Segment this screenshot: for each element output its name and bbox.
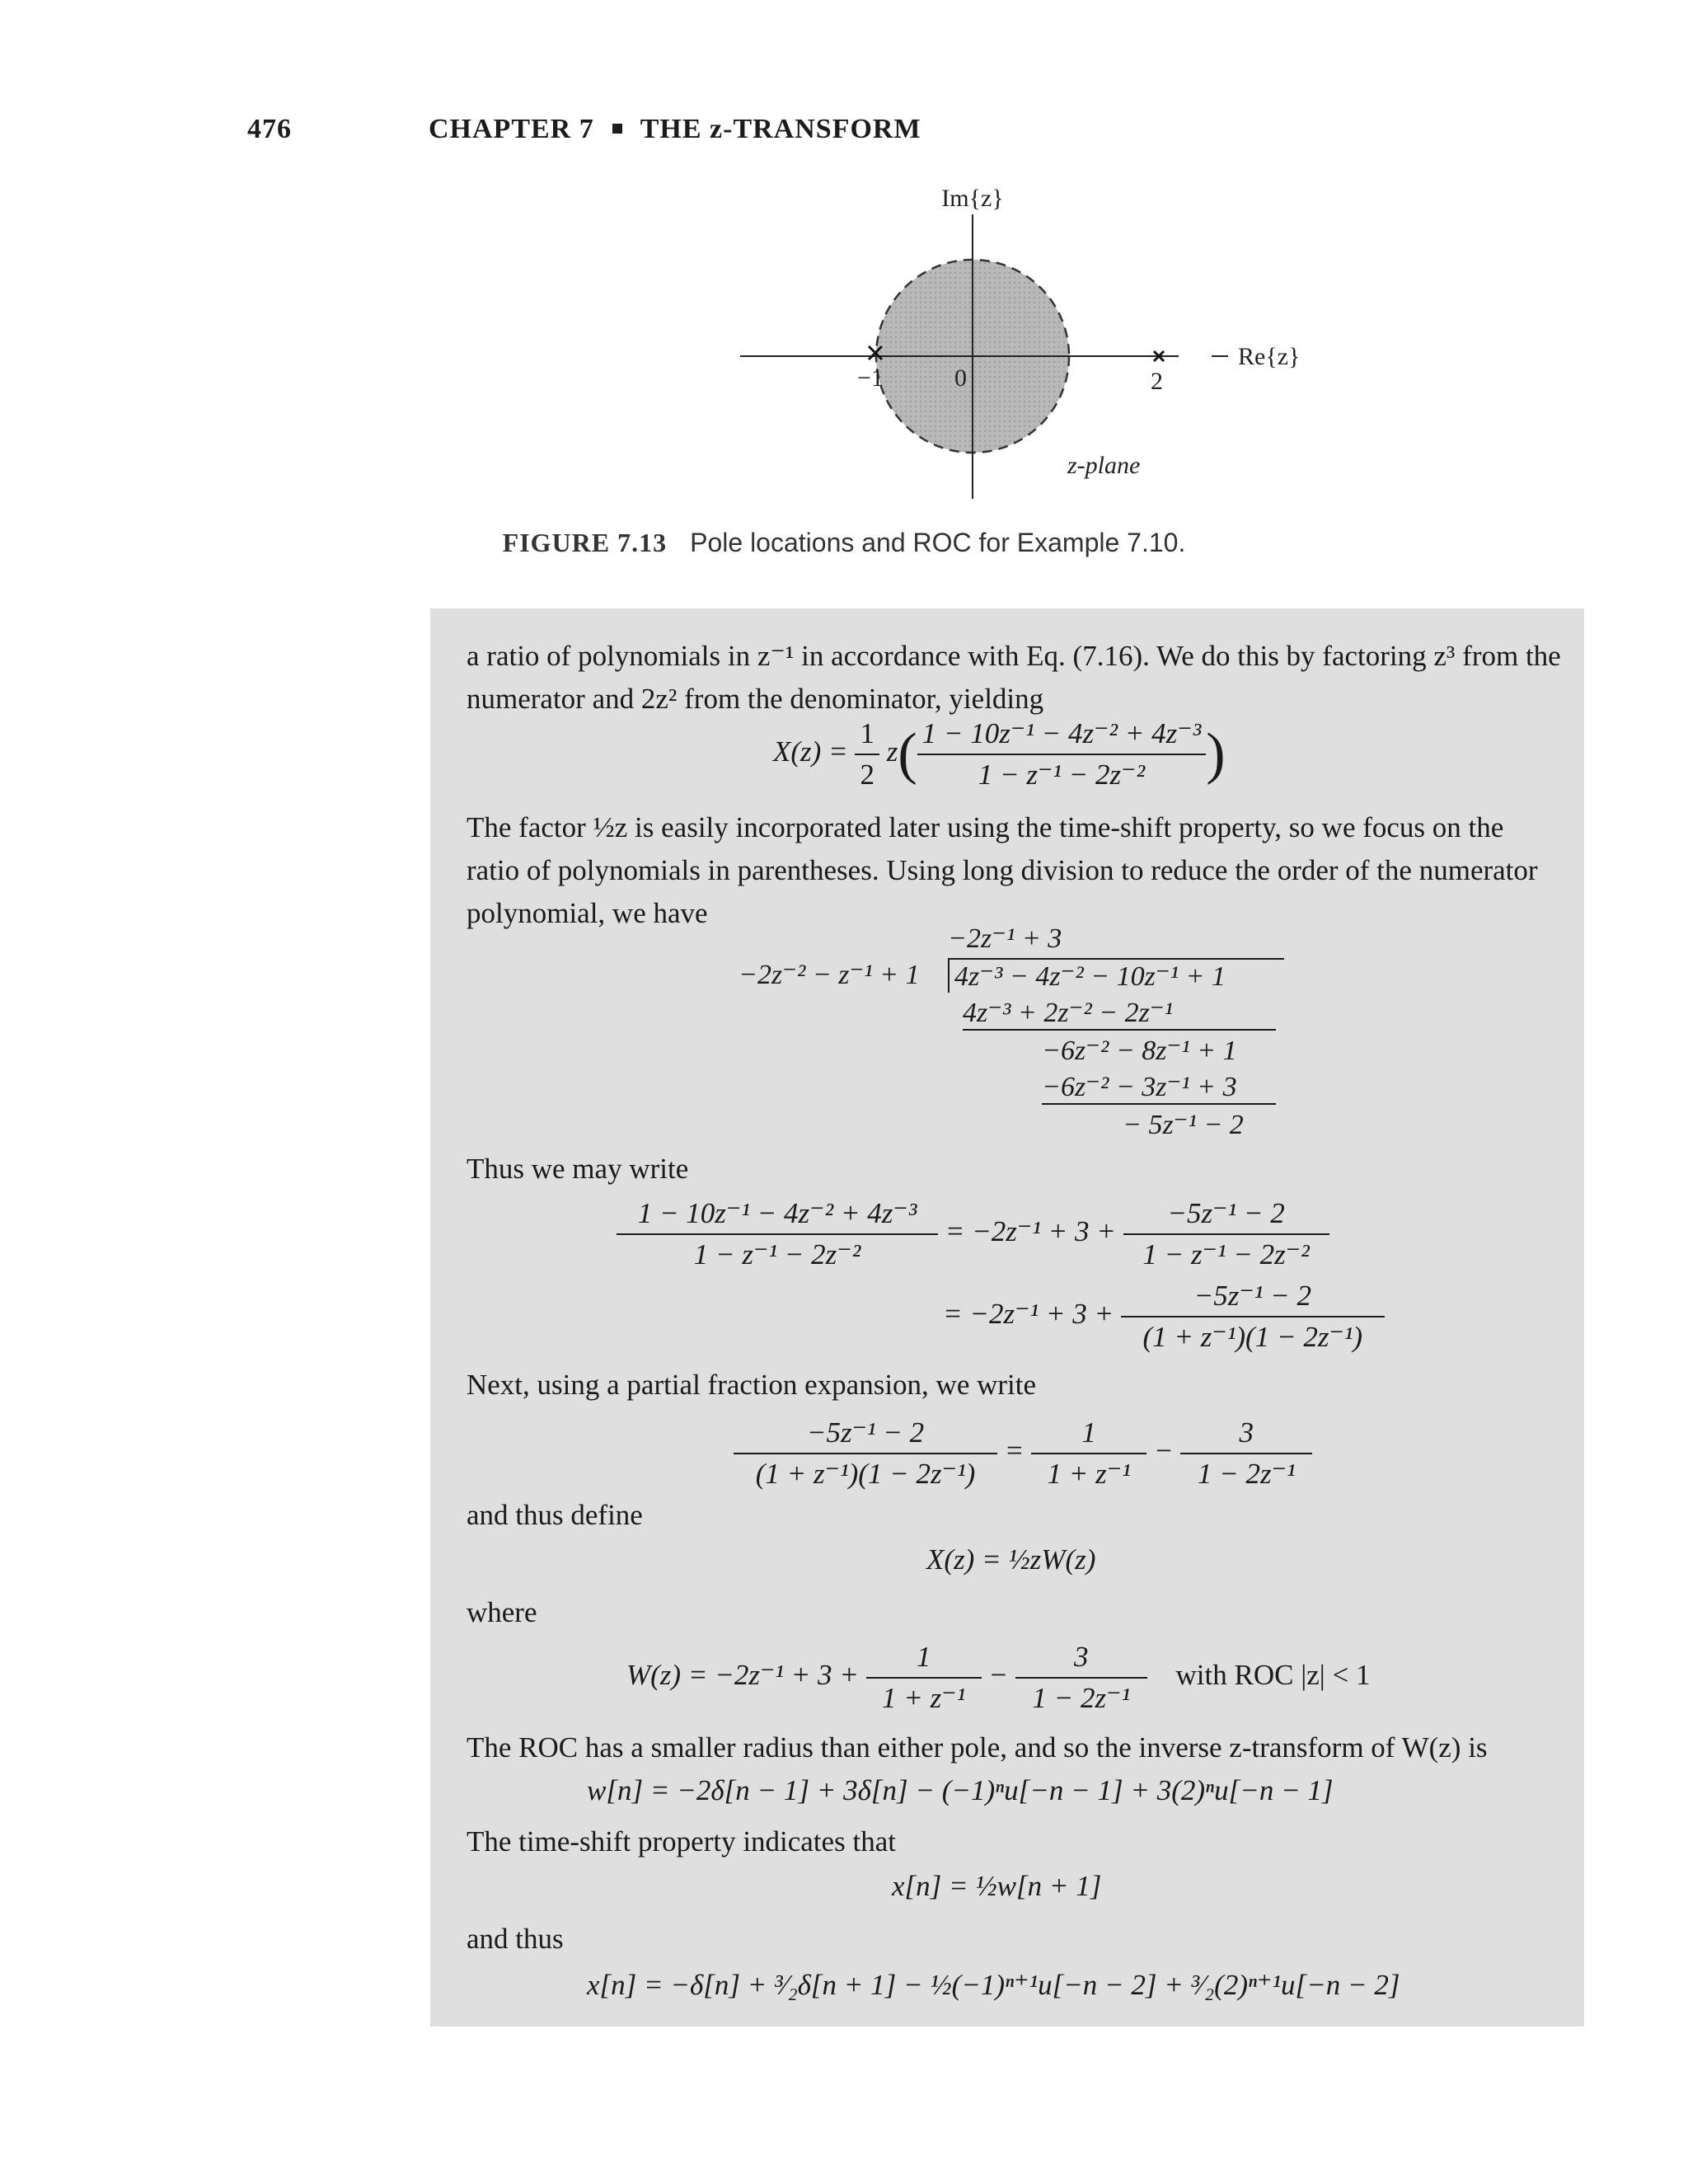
paragraph-define: and thus define (467, 1499, 643, 1531)
equation-x-of-z: X(z) = $\frac{1}{2}$ z( $\frac{\text{1 − 10z⁻¹ − 4z⁻² + 4z⁻³}}{\text{1 − z⁻¹ − 2z⁻²}}$ ) (773, 717, 1226, 791)
running-header (247, 114, 921, 145)
chapter-title: THE z-TRANSFORM (640, 114, 921, 144)
paragraph-where: where (467, 1596, 537, 1628)
paragraph-ratio: a ratio of polynomials in z⁻¹ in accordance with Eq. (7.16). We do this by factoring z³ from the numerator and 2z² from the denominator, yielding (467, 640, 1561, 715)
equation-x-w-relation: X(z) = ½zW(z) (926, 1543, 1096, 1576)
real-axis-label: Re{z} (1238, 343, 1301, 370)
paragraph-time-shift: The factor ½z is easily incorporated later using the time-shift property, so we focus on the ratio of polynomials in parentheses. Using long division to reduce the order of the numerator polynomial, we have (467, 811, 1538, 929)
long-division-divisor: −2z⁻² − z⁻¹ + 1 (738, 960, 920, 990)
caption-text: Pole locations and ROC for Example 7.10. (690, 528, 1186, 557)
paragraph-partial-fraction: Next, using a partial fraction expansion, we write (467, 1369, 1037, 1401)
figure-caption (0, 528, 1688, 558)
equation-w-of-n: w[n] = −2δ[n − 1] + 3δ[n] − (−1)ⁿu[−n − 1] + 3(2)ⁿu[−n − 1] (587, 1774, 1334, 1806)
chapter-label: CHAPTER 7 (429, 114, 594, 144)
paragraph-and-thus: and thus (467, 1923, 564, 1955)
equation-x-of-n-final: x[n] = −δ[n] + ³⁄₂δ[n + 1] − ½(−1)ⁿ⁺¹u[−n − 2] + ³⁄₂(2)ⁿ⁺¹u[−n − 2] (587, 1969, 1400, 2001)
equation-partial-fraction: $\frac{\text{−5z⁻¹ − 2}}{\text{(1 + z⁻¹)(1 − 2z⁻¹)}}$ = $\frac{1}{\text{1 + z⁻¹}}$ − $\frac{3}{\text{1 − 2z⁻¹}}$ (734, 1416, 1312, 1491)
long-division-row2: −6z⁻² − 8z⁻¹ + 1 (1042, 1036, 1237, 1066)
tick-label-two: 2 (1151, 368, 1163, 395)
pole-zero-figure (725, 181, 1368, 511)
paragraph-roc-inverse: The ROC has a smaller radius than either pole, and so the inverse z-transform of W(z) is (467, 1731, 1488, 1764)
paragraph-thus-write: Thus we may write (467, 1153, 689, 1185)
bullet-separator (612, 124, 622, 134)
equation-w-of-z: W(z) = −2z⁻¹ + 3 + $\frac{1}{\text{1 + z⁻¹}}$ − $\frac{3}{\text{1 − 2z⁻¹}}$ with ROC |z| < 1 (626, 1641, 1371, 1714)
long-division-row3: −6z⁻² − 3z⁻¹ + 3 (1042, 1070, 1276, 1105)
imag-axis-label: Im{z} (941, 185, 1004, 212)
long-division-dividend: 4z⁻³ − 4z⁻² − 10z⁻¹ + 1 (948, 958, 1284, 993)
long-division-remainder: − 5z⁻¹ − 2 (1123, 1110, 1244, 1140)
figure-number: FIGURE 7.13 (502, 528, 668, 557)
equation-factored-form: = −2z⁻¹ + 3 + $\frac{\text{−5z⁻¹ − 2}}{\text{(1 + z⁻¹)(1 − 2z⁻¹)}}$ (943, 1280, 1385, 1354)
plane-label: z-plane (1067, 452, 1141, 479)
equation-quotient-form: $\frac{\text{1 − 10z⁻¹ − 4z⁻² + 4z⁻³}}{\text{1 − z⁻¹ − 2z⁻²}}$ = −2z⁻¹ + 3 + $\frac{\text{−5z⁻¹ − 2}}{\text{1 − z⁻¹ − 2z⁻²}}$ (617, 1197, 1329, 1271)
paragraph-time-shift-indicates: The time-shift property indicates that (467, 1825, 896, 1858)
long-division-quotient: −2z⁻¹ + 3 (948, 923, 1062, 954)
equation-x-of-n-shift: x[n] = ½w[n + 1] (892, 1870, 1102, 1902)
tick-label-zero: 0 (954, 364, 967, 392)
page-number: 476 (247, 114, 292, 144)
long-division-row1: 4z⁻³ + 2z⁻² − 2z⁻¹ (963, 996, 1276, 1031)
tick-label-neg1: −1 (857, 364, 884, 392)
